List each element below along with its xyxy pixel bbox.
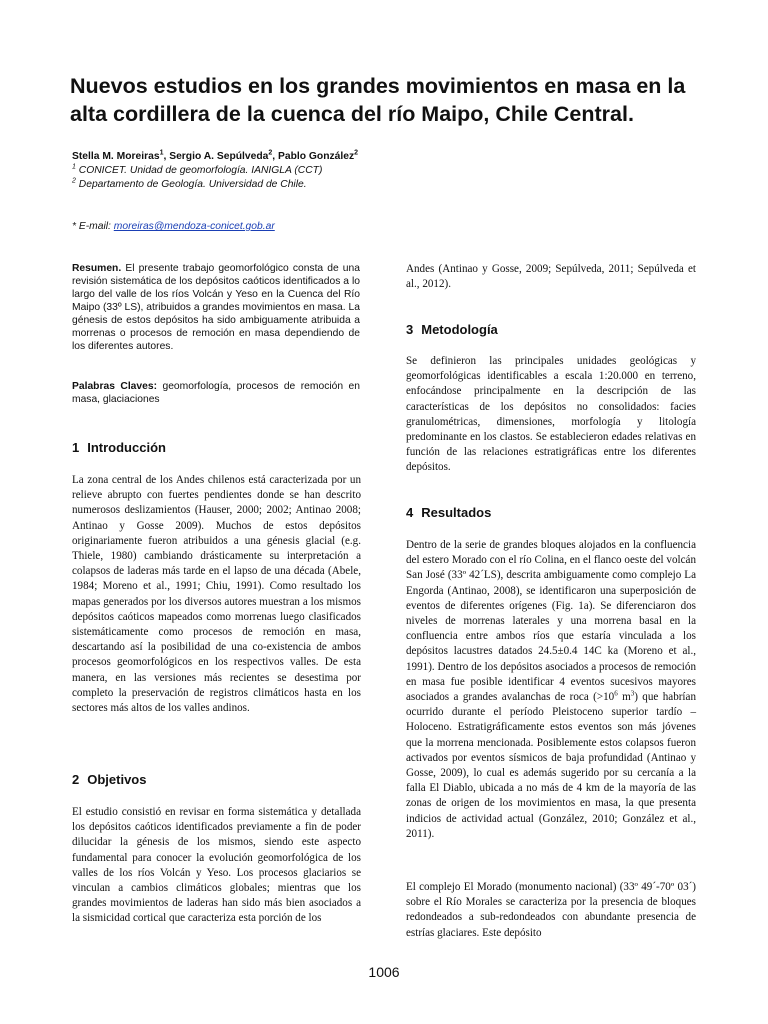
keywords-text: geomorfología, procesos de remoción en masa, glaciaciones xyxy=(72,381,360,405)
author-name: Stella M. Moreiras xyxy=(72,151,160,162)
section-title: Objetivos xyxy=(87,772,147,787)
author-affiliation-marker: 2 xyxy=(268,149,273,157)
contact-email xyxy=(72,221,275,232)
section-heading-introduccion xyxy=(72,440,166,455)
section-body-introduccion: La zona central de los Andes chilenos está caracterizada por un relieve abrupto con fuertes pendientes donde se han descrito numerosos deslizamientos (Hauser, 2000; 2002; Antinao 2008; Antinao y Gosse 2009). Muchos de estos depósitos originariamente fueron atribuidos a una génesis glacial (e.g. Thiele, 1980) cambiando drásticamente su interpretación a colapsos de laderas más tarde en el lapso de una década (Abele, 1984; Moreno et al., 1991; Chiu, 1991). Como resultado los mapas generados por los diversos autores muestran a los mismos depósitos caóticos mapeados como morrenas luego clasificados sistemáticamente como procesos de remoción en masa, descartando así la posibilidad de una co-existencia de ambos procesos geomorfológicos en los respectivos valles. De esta manera, en las versiones más recientes se desestima por completo la preservación de registros climáticos hasta en los sectores más altos de los valles andinos. xyxy=(72,474,361,715)
keywords-label: Palabras Claves: xyxy=(72,381,158,392)
email-label: * E-mail: xyxy=(72,221,111,232)
affiliation-2 xyxy=(72,178,307,191)
author-name: Sergio A. Sepúlveda xyxy=(169,151,269,162)
resultados-text-part: ) que habrían ocurrido durante el período Pleistoceno superior tardío – Holoceno. Estratigráficamente estos eventos son más jóvenes que la morrena mencionada. Posiblemente estos colapsos fueron activados por eventos sísmicos de baja profundidad (Antinao y Gosse, 2009), lo cual es además sugerido por su cercanía a la falla El Diablo, ubicada a no más de 4 km de la mayoría de las zonas de origen de los movimientos en masa, la que presenta indicios de actividad actual (González, 2010; González et al., 2011). xyxy=(406,691,696,840)
exponent: 6 xyxy=(614,689,618,698)
keywords xyxy=(72,380,360,406)
abstract-text: El presente trabajo geomorfológico consta de una revisión sistemática de los depósitos caóticos identificados a lo largo del valle de los ríos Volcán y Yeso en la Cuenca del Río Maipo (33º LS), atribuidos a grandes movimientos en masa. La génesis de estos depósitos ha sido ambiguamente atribuida a morrenas o procesos de remoción en masa dependiendo de los diferentes autores. xyxy=(72,263,360,352)
affiliation-marker: 1 xyxy=(72,163,76,171)
email-link[interactable]: moreiras@mendoza-conicet.gob.ar xyxy=(113,221,275,232)
abstract xyxy=(72,262,360,353)
section-body-resultados-paragraph-2: El complejo El Morado (monumento nacional) (33º 49´-70º 03´) sobre el Río Morales se caracteriza por la presencia de bloques redondeados a sub-redondeados con abundante presencia de estrías glaciares. Este depósito xyxy=(406,881,696,939)
author-affiliation-marker: 2 xyxy=(354,149,359,157)
authors-line xyxy=(72,150,358,163)
affiliation-text: CONICET. Unidad de geomorfología. IANIGLA (CCT) xyxy=(78,165,323,176)
author-name: Pablo González xyxy=(278,151,355,162)
section-heading-resultados xyxy=(406,505,491,520)
section-heading-metodologia xyxy=(406,322,498,337)
author-affiliation-marker: 1 xyxy=(159,149,164,157)
affiliation-marker: 2 xyxy=(72,177,76,185)
section-title: Resultados xyxy=(421,505,492,520)
affiliation-text: Departamento de Geología. Universidad de Chile. xyxy=(78,179,307,190)
section-body-resultados xyxy=(406,538,696,842)
section-heading-objetivos xyxy=(72,772,146,787)
section-number: 2 xyxy=(72,772,80,787)
section-body-objetivos: El estudio consistió en revisar en forma sistemática y detallada los depósitos caóticos identificados previamente a fin de poder dilucidar la génesis de los mismos, siendo este aspecto fundamental para conocer la evolución geomorfológica de los valles de los ríos Volcán y Yeso. Los procesos glaciarios se vinculan a cambios climáticos globales; mientras que los grandes movimientos de laderas han sido más bien asociados a la sismicidad cortical que caracteriza esta porción de los xyxy=(72,806,361,925)
page-number: 1006 xyxy=(368,964,400,980)
abstract-label: Resumen. xyxy=(72,263,122,274)
section-number: 1 xyxy=(72,440,80,455)
paper-title: Nuevos estudios en los grandes movimientos en masa en la alta cordillera de la cuenca del río Maipo, Chile Central. xyxy=(70,74,686,126)
section-number: 4 xyxy=(406,505,414,520)
author-separator: , xyxy=(163,151,170,162)
section-title: Metodología xyxy=(421,322,498,337)
section-body-objetivos-continued: Andes (Antinao y Gosse, 2009; Sepúlveda, 2011; Sepúlveda et al., 2012). xyxy=(406,263,696,291)
section-title: Introducción xyxy=(87,440,166,455)
section-body-metodologia: Se definieron las principales unidades geológicas y geomorfológicas identificables a escala 1:20.000 en terreno, enfocándose principalmente en la descripción de las características de los depósitos no consolidados: facies granulométricas, dimensiones, morfología y litología predominante en los clastos. Se establecieron edades relativas en función de las relaciones estratigráficas entre los diferentes depósitos. xyxy=(406,355,696,474)
affiliation-1 xyxy=(72,164,322,177)
exponent: 3 xyxy=(630,689,635,698)
resultados-text-part: Dentro de la serie de grandes bloques alojados en la confluencia del estero Morado con el río Colina, en el flanco oeste del volcán San José (33º 42´LS), descrita ambiguamente como complejo La Engorda (Antinao, 2008), se identificaron una superposición de eventos de diferentes orígenes (Fig. 1a). Se diferenciaron dos niveles de morrenas laterales y una morrena basal en la confluencia entre ambos ríos que estaría vinculada a los depósitos lacustres datados 24.5±0.4 14C ka (Moreno et al., 1991). Dentro de los depósitos asociados a procesos de remoción en masa fue posible identificar 4 eventos sucesivos mayores asociados a grandes avalanchas de roca (>10 xyxy=(406,539,696,704)
author-separator: , xyxy=(272,151,279,162)
section-number: 3 xyxy=(406,322,414,337)
resultados-text-part: m xyxy=(617,691,631,704)
